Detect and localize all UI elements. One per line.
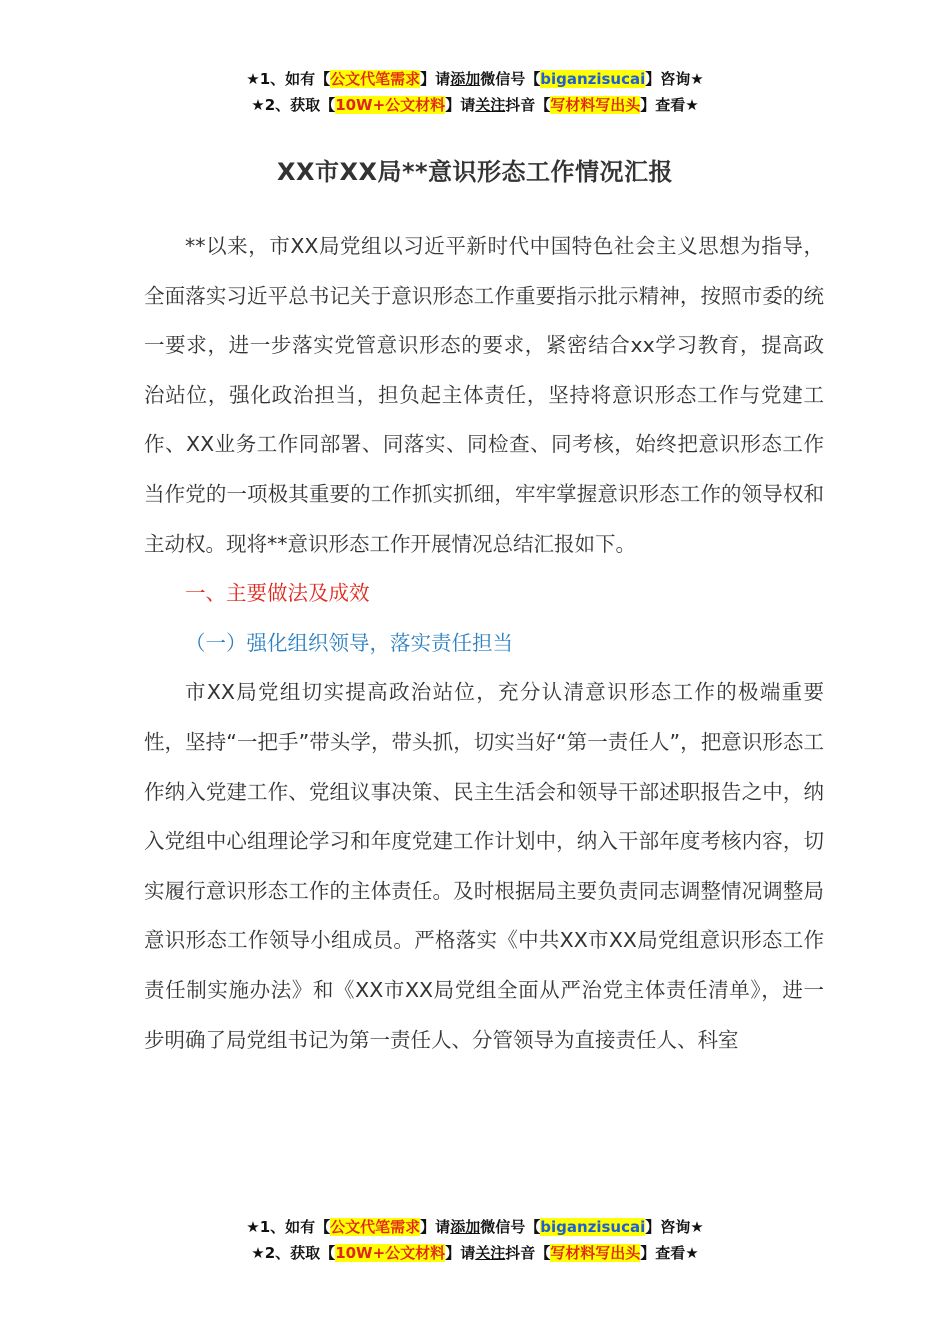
banner-text: 】查看★ — [640, 1244, 699, 1262]
banner-text: 】查看★ — [640, 96, 699, 114]
banner-text: 】请 — [420, 1218, 451, 1236]
banner-highlight: biganzisucai — [540, 1218, 646, 1236]
banner-line-2 — [0, 92, 950, 118]
document-body — [144, 222, 824, 1065]
banner-text: 抖音【 — [505, 96, 551, 114]
banner-highlight: 写材料写出头 — [550, 1244, 641, 1262]
banner-text: 】咨询★ — [645, 70, 704, 88]
banner-text: 抖音【 — [505, 1244, 551, 1262]
banner-highlight: 公文代笔需求 — [330, 70, 421, 88]
banner-text: ★1、如有【 — [246, 1218, 331, 1236]
banner-text: 微信号【 — [480, 1218, 541, 1236]
banner-highlight: 写材料写出头 — [550, 96, 641, 114]
banner-line-1 — [0, 66, 950, 92]
banner-text: ★2、获取【 — [251, 1244, 336, 1262]
banner-emphasis: 添加 — [450, 1218, 481, 1236]
header-banner — [0, 66, 950, 118]
banner-highlight: 10W+公文材料 — [335, 1244, 446, 1262]
banner-text: ★1、如有【 — [246, 70, 331, 88]
banner-text: 】咨询★ — [645, 1218, 704, 1236]
banner-line-1 — [0, 1214, 950, 1240]
banner-emphasis: 关注 — [475, 96, 506, 114]
banner-emphasis: 添加 — [450, 70, 481, 88]
banner-emphasis: 关注 — [475, 1244, 506, 1262]
subsection-heading: （一）强化组织领导，落实责任担当 — [185, 630, 513, 655]
banner-highlight: biganzisucai — [540, 70, 646, 88]
banner-text: 】请 — [420, 70, 451, 88]
paragraph-intro: **以来，市XX局党组以习近平新时代中国特色社会主义思想为指导，全面落实习近平总书记关于意识形态工作重要指示批示精神，按照市委的统一要求，进一步落实党管意识形态的要求，紧密结合xx学习教育，提高政治站位，强化政治担当，担负起主体责任，坚持将意识形态工作与党建工作、XX业务工作同部署、同落实、同检查、同考核，始终把意识形态工作当作党的一项极其重要的工作抓实抓细，牢牢掌握意识形态工作的领导权和主动权。现将**意识形态工作开展情况总结汇报如下。 — [144, 234, 824, 556]
footer-banner — [0, 1214, 950, 1266]
banner-text: 微信号【 — [480, 70, 541, 88]
banner-line-2 — [0, 1240, 950, 1266]
banner-highlight: 公文代笔需求 — [330, 1218, 421, 1236]
banner-text: ★2、获取【 — [251, 96, 336, 114]
section-heading: 一、主要做法及成效 — [185, 581, 370, 606]
banner-text: 】请 — [445, 1244, 476, 1262]
paragraph-leadership: 市XX局党组切实提高政治站位，充分认清意识形态工作的极端重要性，坚持“一把手”带头学，带头抓，切实当好“第一责任人”，把意识形态工作纳入党建工作、党组议事决策、民主生活会和领导干部述职报告之中，纳入党组中心组理论学习和年度党建工作计划中，纳入干部年度考核内容，切实履行意识形态工作的主体责任。及时根据局主要负责同志调整情况调整局意识形态工作领导小组成员。严格落实《中共XX市XX局党组意识形态工作责任制实施办法》和《XX市XX局党组全面从严治党主体责任清单》，进一步明确了局党组书记为第一责任人、分管领导为直接责任人、科室 — [144, 680, 824, 1052]
document-title: XX市XX局**意识形态工作情况汇报 — [276, 158, 674, 186]
banner-text: 】请 — [445, 96, 476, 114]
banner-highlight: 10W+公文材料 — [335, 96, 446, 114]
